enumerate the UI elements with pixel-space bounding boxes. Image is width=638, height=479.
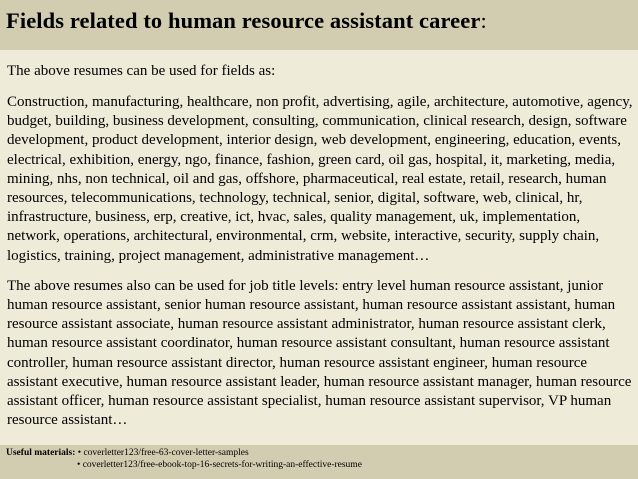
title-bar: [0, 0, 638, 50]
slide-content: [7, 62, 633, 441]
slide-title-text: Fields related to human resource assistant career: [6, 8, 481, 33]
footer-row-1: [6, 448, 638, 460]
intro-text: The above resumes can be used for fields as:: [7, 63, 276, 79]
slide-title: [6, 6, 638, 36]
footer-label: Useful materials:: [6, 448, 76, 458]
footer-link-resume-ebook[interactable]: • coverletter123/free-ebook-top-16-secrets-for-writing-an-effective-resume: [77, 459, 362, 470]
footer-link-cover-letter-samples[interactable]: • coverletter123/free-63-cover-letter-samples: [77, 448, 249, 458]
footer: [0, 445, 638, 479]
footer-row-2: [6, 460, 638, 472]
job-levels-paragraph: The above resumes also can be used for job title levels: entry level human resource assistant, junior human resource assistant, senior human resource assistant, human resource assistant assistant, human resource assistant associate, human resource assistant administrator, human resource assistant clerk, human resource assistant coordinator, human resource assistant consultant, human resource assistant controller, human resource assistant director, human resource assistant engineer, human resource assistant executive, human resource assistant leader, human resource assistant manager, human resource assistant officer, human resource assistant specialist, human resource assistant supervisor, VP human resource assistant…: [7, 277, 632, 429]
fields-paragraph: Construction, manufacturing, healthcare, non profit, advertising, agile, architecture, automotive, agency, budget, building, business development, consulting, communication, clinical research, design, software development, product development, interior design, web development, engineering, education, events, electrical, exhibition, energy, ngo, finance, fashion, green card, oil gas, hospital, it, marketing, media, mining, nhs, non technical, oil and gas, offshore, pharmaceutical, real estate, retail, research, human resources, telecommunications, technology, technical, senior, digital, software, web, clinical, hr, infrastructure, business, erp, creative, ict, hvac, sales, quality management, uk, implementation, network, operations, architectural, environmental, crm, website, interactive, security, supply chain, logistics, training, project management, administrative management…: [7, 94, 633, 264]
slide-title-colon: :: [480, 8, 487, 33]
